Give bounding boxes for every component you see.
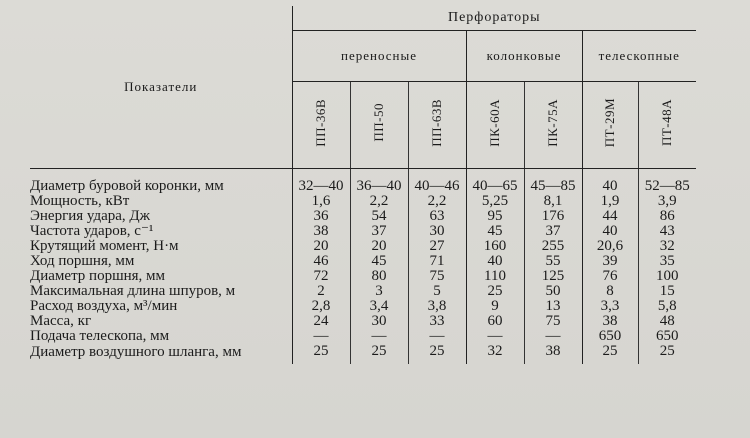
value-cell: 25 — [638, 344, 696, 364]
value-cell: 55 — [524, 254, 582, 269]
value-cell: 2,2 — [408, 194, 466, 209]
model-label: ПП-63В — [429, 98, 444, 147]
value-cell: 650 — [582, 329, 638, 344]
value-cell: 46 — [292, 254, 350, 269]
value-cell: 38 — [524, 344, 582, 364]
model-header — [292, 82, 350, 169]
value-cell: 30 — [408, 224, 466, 239]
value-cell: 25 — [292, 344, 350, 364]
value-cell: 54 — [350, 209, 408, 224]
value-cell: 2,8 — [292, 299, 350, 314]
value-cell: 52—85 — [638, 169, 696, 195]
value-cell: 45 — [466, 224, 524, 239]
group-portable: переносные — [292, 31, 466, 82]
value-cell: 2 — [292, 284, 350, 299]
value-cell: 100 — [638, 269, 696, 284]
group-column: колонковые — [466, 31, 582, 82]
row-label: Масса, кг — [30, 313, 92, 329]
value-cell: 36—40 — [350, 169, 408, 195]
row-label: Крутящий момент, Н·м — [30, 238, 179, 254]
value-cell: 1,6 — [292, 194, 350, 209]
value-cell: 37 — [524, 224, 582, 239]
model-label: ПК-75А — [545, 98, 560, 147]
value-cell: 75 — [524, 314, 582, 329]
value-cell: 25 — [350, 344, 408, 364]
value-cell: 9 — [466, 299, 524, 314]
value-cell: 40 — [582, 169, 638, 195]
value-cell: — — [292, 329, 350, 344]
value-cell: 40—65 — [466, 169, 524, 195]
value-cell: 650 — [638, 329, 696, 344]
value-cell: 76 — [582, 269, 638, 284]
model-label: ПП-50 — [371, 103, 386, 142]
table-body — [30, 169, 696, 365]
value-cell: — — [350, 329, 408, 344]
value-cell: 5,25 — [466, 194, 524, 209]
row-label: Ход поршня, мм — [30, 253, 135, 269]
table-row — [30, 169, 696, 195]
group-telescopic: телескопные — [582, 31, 696, 82]
value-cell: 80 — [350, 269, 408, 284]
model-header — [524, 82, 582, 169]
value-cell: 3,8 — [408, 299, 466, 314]
value-cell: 40 — [582, 224, 638, 239]
value-cell: 5 — [408, 284, 466, 299]
value-cell: — — [524, 329, 582, 344]
value-cell: 36 — [292, 209, 350, 224]
row-label: Диаметр поршня, мм — [30, 268, 166, 284]
perforators-table — [30, 6, 696, 364]
model-label: ПТ-29М — [602, 97, 617, 148]
table-row — [30, 224, 696, 239]
value-cell: 1,9 — [582, 194, 638, 209]
value-cell: 43 — [638, 224, 696, 239]
value-cell: 86 — [638, 209, 696, 224]
value-cell: 45 — [350, 254, 408, 269]
value-cell: 32—40 — [292, 169, 350, 195]
value-cell: 15 — [638, 284, 696, 299]
value-cell: 125 — [524, 269, 582, 284]
value-cell: 24 — [292, 314, 350, 329]
row-label: Максимальная длина шпуров, м — [30, 283, 236, 299]
value-cell: 25 — [408, 344, 466, 364]
value-cell: 40—46 — [408, 169, 466, 195]
value-cell: 75 — [408, 269, 466, 284]
model-header — [582, 82, 638, 169]
model-label: ПК-60А — [487, 98, 502, 147]
model-label: ПТ-48А — [659, 98, 675, 147]
value-cell: 71 — [408, 254, 466, 269]
value-cell: — — [408, 329, 466, 344]
value-cell: 39 — [582, 254, 638, 269]
table-row — [30, 239, 696, 254]
value-cell: 20 — [350, 239, 408, 254]
value-cell: 160 — [466, 239, 524, 254]
table-row — [30, 269, 696, 284]
value-cell: 32 — [466, 344, 524, 364]
value-cell: 95 — [466, 209, 524, 224]
row-label: Диаметр буровой коронки, мм — [30, 178, 224, 194]
value-cell: 60 — [466, 314, 524, 329]
value-cell: 37 — [350, 224, 408, 239]
value-cell: 25 — [582, 344, 638, 364]
table-row — [30, 299, 696, 314]
table-row — [30, 284, 696, 299]
value-cell: 3,3 — [582, 299, 638, 314]
value-cell: 2,2 — [350, 194, 408, 209]
row-label: Расход воздуха, м³/мин — [30, 298, 178, 314]
value-cell: 30 — [350, 314, 408, 329]
model-header — [408, 82, 466, 169]
value-cell: 32 — [638, 239, 696, 254]
table-row — [30, 254, 696, 269]
value-cell: 110 — [466, 269, 524, 284]
value-cell: 33 — [408, 314, 466, 329]
value-cell: 63 — [408, 209, 466, 224]
row-label: Частота ударов, с⁻¹ — [30, 223, 154, 239]
value-cell: 45—85 — [524, 169, 582, 195]
value-cell: 50 — [524, 284, 582, 299]
value-cell: 20 — [292, 239, 350, 254]
value-cell: 44 — [582, 209, 638, 224]
model-header — [466, 82, 524, 169]
group-header: Перфораторы — [292, 6, 696, 31]
value-cell: 3,4 — [350, 299, 408, 314]
value-cell: 13 — [524, 299, 582, 314]
value-cell: 8,1 — [524, 194, 582, 209]
value-cell: 72 — [292, 269, 350, 284]
model-label: ПП-36В — [313, 98, 328, 147]
table-row — [30, 209, 696, 224]
table-row — [30, 314, 696, 329]
row-label: Подача телескопа, мм — [30, 328, 170, 344]
value-cell: 3,9 — [638, 194, 696, 209]
value-cell: 20,6 — [582, 239, 638, 254]
row-label: Диаметр воздушного шланга, мм — [30, 344, 242, 360]
row-label: Энергия удара, Дж — [30, 208, 151, 224]
table-row — [30, 194, 696, 209]
value-cell: 3 — [350, 284, 408, 299]
value-cell: 38 — [292, 224, 350, 239]
table-row — [30, 344, 696, 364]
value-cell: 8 — [582, 284, 638, 299]
value-cell: 27 — [408, 239, 466, 254]
row-header: Показатели — [30, 6, 292, 169]
model-header — [350, 82, 408, 169]
value-cell: 40 — [466, 254, 524, 269]
value-cell: — — [466, 329, 524, 344]
value-cell: 5,8 — [638, 299, 696, 314]
model-header — [638, 82, 696, 169]
value-cell: 38 — [582, 314, 638, 329]
value-cell: 35 — [638, 254, 696, 269]
table-row — [30, 329, 696, 344]
value-cell: 25 — [466, 284, 524, 299]
value-cell: 255 — [524, 239, 582, 254]
value-cell: 176 — [524, 209, 582, 224]
value-cell: 48 — [638, 314, 696, 329]
row-label: Мощность, кВт — [30, 193, 130, 209]
